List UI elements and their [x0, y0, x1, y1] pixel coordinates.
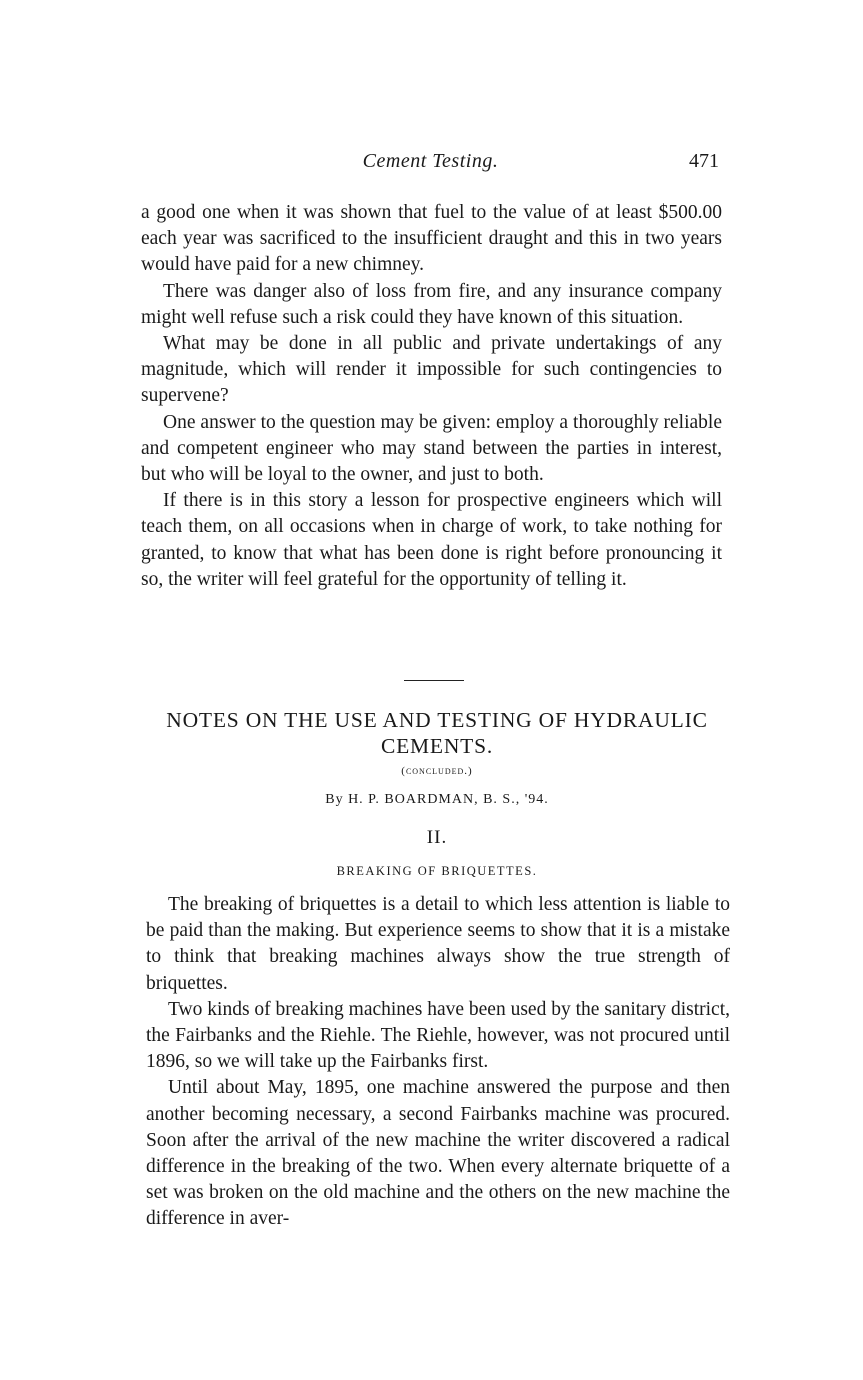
section-number: II.: [426, 827, 448, 848]
paragraph: The breaking of briquettes is a detail to which less attention is liable to be paid than the making. But experience seems to show that it is a mistake to think that breaking machines always show the true strength of briquettes.: [146, 894, 730, 994]
running-title: Cement Testing.: [362, 150, 499, 172]
section-divider: [404, 680, 464, 681]
paragraph: There was danger also of loss from fire, and any insurance company might well refuse such a risk could they have known of this situation.: [141, 280, 722, 328]
continued-article-text: [141, 200, 722, 593]
article-body: [146, 892, 730, 1233]
running-head: [138, 150, 723, 180]
paragraph: What may be done in all public and private undertakings of any magnitude, which will render it impossible for such contingencies to supervene?: [141, 333, 722, 407]
paragraph: If there is in this story a lesson for prospective engineers which will teach them, on all occasions when in charge of work, to take nothing for granted, to know that what has been done is right before pronouncing it so, the writer will feel grateful for the opportunity of telling it.: [141, 490, 722, 590]
paragraph: Until about May, 1895, one machine answered the purpose and then another becoming necessary, a second Fairbanks machine was procured. Soon after the arrival of the new machine the writer discovered a radical difference in the breaking of the two. When every alternate briquette of a set was broken on the old machine and the others on the new machine the difference in aver-: [146, 1077, 730, 1230]
page-number: 471: [689, 150, 719, 172]
paragraph: a good one when it was shown that fuel to the value of at least $500.00 each year was sacrificed to the insufficient draught and this in two years would have paid for a new chimney.: [141, 202, 722, 276]
article-byline: By H. P. BOARDMAN, B. S., '94.: [325, 792, 549, 807]
article-title: NOTES ON THE USE AND TESTING OF HYDRAULIC CEMENTS.: [166, 708, 708, 758]
paragraph: Two kinds of breaking machines have been used by the sanitary district, the Fairbanks and the Riehle. The Riehle, however, was not procured until 1896, so we will take up the Fairbanks first.: [146, 998, 730, 1073]
section-title: BREAKING OF BRIQUETTES.: [336, 864, 538, 878]
paragraph: One answer to the question may be given: employ a thoroughly reliable and competent engineer who may stand between the parties in interest, but who will be loyal to the owner, and just to both.: [141, 411, 722, 486]
article-subtitle: (concluded.): [401, 765, 473, 777]
